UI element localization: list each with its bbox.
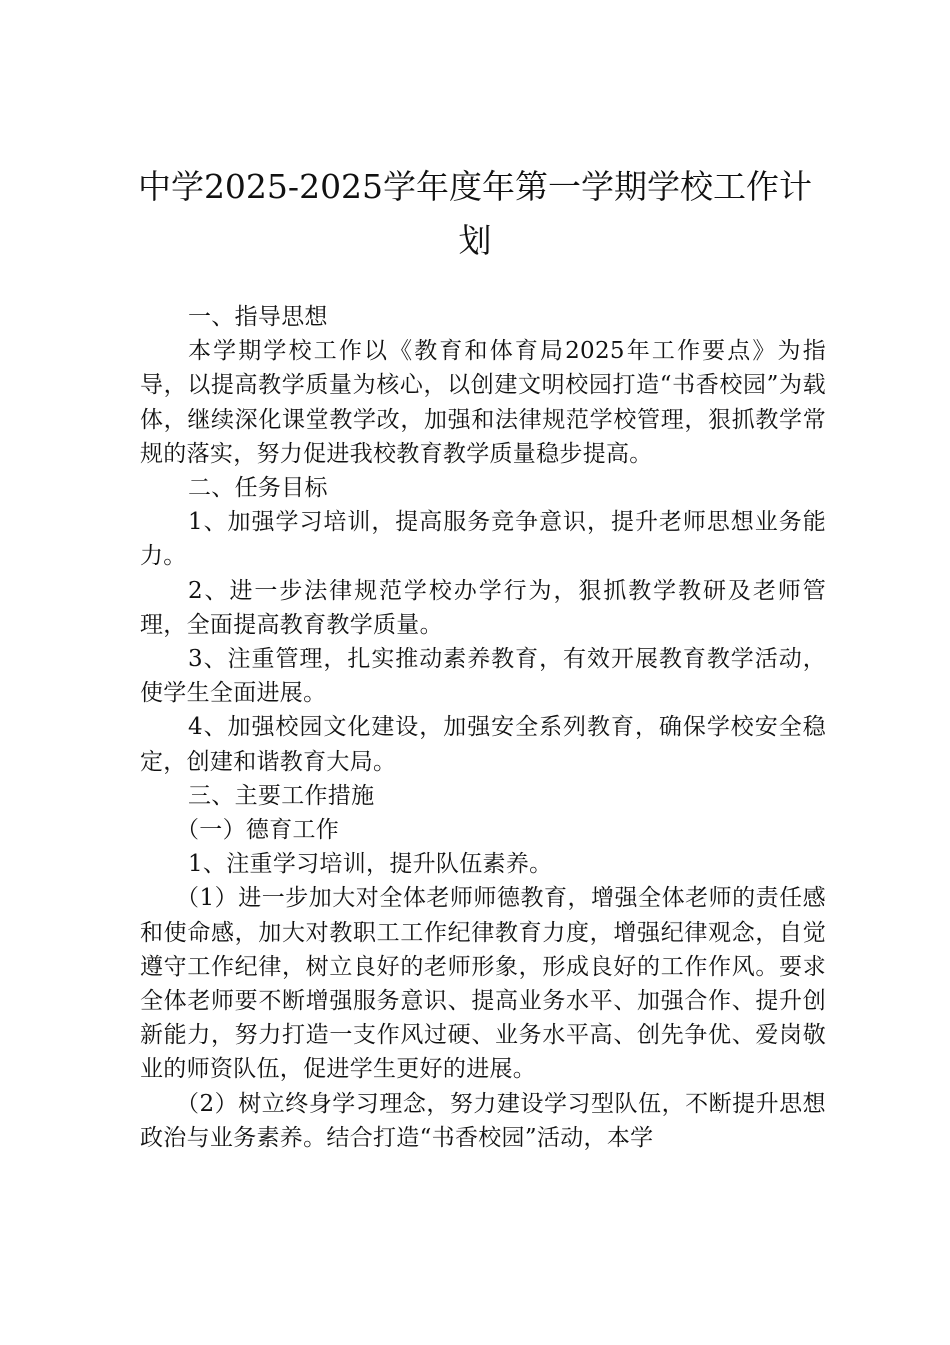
subsection-heading-moral-education: （一）德育工作 [176, 817, 340, 844]
paragraph-goal-2: 2、进一步法律规范学校办学行为，狠抓教学教研及老师管理，全面提高教育教学质量。 [140, 577, 826, 638]
section-heading-task-goals: 二、任务目标 [188, 475, 328, 502]
paragraph-goal-1: 1、加强学习培训，提高服务竞争意识，提升老师思想业务能力。 [140, 509, 826, 570]
paragraph-measure-1-item-2: （2）树立终身学习理念，努力建设学习型队伍，不断提升思想政治与业务素养。结合打造“书香校园”活动，本学 [140, 1090, 826, 1151]
section-heading-guiding-thought: 一、指导思想 [188, 304, 328, 330]
document-body [140, 300, 826, 1155]
section-heading-main-measures: 三、主要工作措施 [188, 782, 375, 809]
paragraph-guiding-thought: 本学期学校工作以《教育和体育局2025年工作要点》为指导，以提高教学质量为核心，以创建文明校园打造“书香校园”为载体，继续深化课堂教学改，加强和法律规范学校管理，狠抓教学常规的落实，努力促进我校教育教学质量稳步提高。 [140, 338, 826, 467]
paragraph-goal-4: 4、加强校园文化建设，加强安全系列教育，确保学校安全稳定，创建和谐教育大局。 [140, 714, 826, 775]
paragraph-goal-3: 3、注重管理，扎实推动素养教育，有效开展教育教学活动，使学生全面进展。 [140, 646, 826, 707]
document-title: 中学2025-2025学年度年第一学期学校工作计划 [137, 167, 813, 260]
paragraph-measure-1: 1、注重学习培训，提升队伍素养。 [188, 851, 553, 878]
paragraph-measure-1-item-1: （1）进一步加大对全体老师师德教育，增强全体老师的责任感和使命感，加大对教职工工作纪律教育力度，增强纪律观念，自觉遵守工作纪律，树立良好的老师形象，形成良好的工作作风。要求全体老师要不断增强服务意识、提高业务水平、加强合作、提升创新能力，努力打造一支作风过硬、业务水平高、创先争优、爱岗敬业的师资队伍，促进学生更好的进展。 [140, 885, 826, 1083]
